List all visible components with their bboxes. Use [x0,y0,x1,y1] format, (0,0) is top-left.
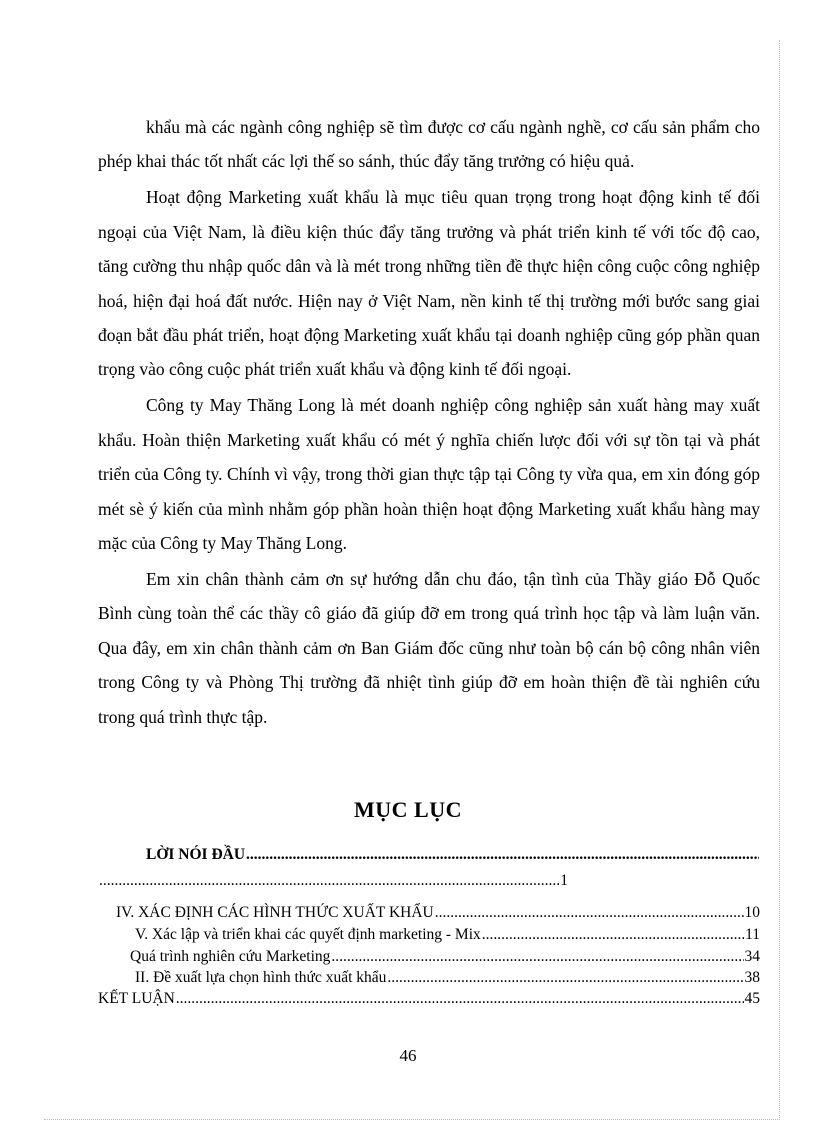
toc-intro-label: LỜI NÓI ĐẦU [146,846,246,863]
toc-dot-leader [176,990,744,1008]
paragraph-4: Em xin chân thành cảm ơn sự hướng dẫn chu đáo, tận tình của Thầy giáo Đỗ Quốc Bình cùng toàn thể các thầy cô giáo đã giúp đỡ em trong quá trình học tập và làm luận văn. Qua đây, em xin chân thành cảm ơn Ban Giám đốc cũng như toàn bộ cán bộ công nhân viên trong Công ty và Phòng Thị trường đã nhiệt tình giúp đỡ em hoàn thiện đề tài nghiên cứu trong quá trình thực tập. [98,569,760,727]
toc-entry[interactable] [135,969,760,987]
page-number: 46 [399,1046,417,1065]
toc-entry-page: 45 [744,990,760,1007]
toc-intro-page: 1 [560,872,568,889]
toc-entry-label: IV. XÁC ĐỊNH CÁC HÌNH THỨC XUẤT KHẨU [116,904,434,921]
paragraph-1: khẩu mà các ngành công nghiệp sẽ tìm được cơ cấu ngành nghề, cơ cấu sản phẩm cho phép khai thác tốt nhất các lợi thế so sánh, thúc đẩy tăng trưởng có hiệu quả. [98,117,760,172]
toc-dot-leader [246,846,759,864]
toc-entry-page: 38 [744,969,760,986]
toc-entry-label: KẾT LUẬN [98,990,175,1007]
toc-entry-page: 10 [744,904,760,921]
toc-intro-row[interactable] [146,846,760,864]
toc-entry-label: V. Xác lập và triển khai các quyết định marketing - Mix [135,926,481,943]
paragraph-2: Hoạt động Marketing xuất khẩu là mục tiêu quan trọng trong hoạt động kinh tế đối ngoại của Việt Nam, là điều kiện thúc đẩy tăng trưởng và phát triển kinh tế với tốc độ cao, tăng cường thu nhập quốc dân và là mét trong những tiền đề thực hiện công cuộc công nghiệp hoá, hiện đại hoá đất nước. Hiện nay ở Việt Nam, nền kinh tế thị trường mới bước sang giai đoạn bắt đầu phát triển, hoạt động Marketing xuất khẩu tại doanh nghiệp cũng góp phần quan trọng vào công cuộc phát triển xuất khẩu và động kinh tế đối ngoại. [98,187,760,380]
toc-entry[interactable] [135,926,760,944]
toc-dot-leader [435,904,744,922]
paragraph-3: Công ty May Thăng Long là mét doanh nghiệp công nghiệp sản xuất hàng may xuất khẩu. Hoàn thiện Marketing xuất khẩu có mét ý nghĩa chiến lược đối với sự tồn tại và phát triển của Công ty. Chính vì vậy, trong thời gian thực tập tại Công ty vừa qua, em xin đóng góp mét sè ý kiến của mình nhằm góp phần hoàn thiện hoạt động Marketing xuất khẩu hàng may mặc của Công ty May Thăng Long. [98,395,760,554]
toc-dot-leader [331,948,743,966]
body-text [98,110,760,736]
toc-entry-label: Quá trình nghiên cứu Marketing [130,948,331,965]
toc-entry[interactable] [130,948,760,966]
toc-intro-row-continued[interactable] [98,872,568,890]
toc-dot-leader [99,872,559,890]
toc-dot-leader [482,926,744,944]
toc-entry[interactable] [116,904,760,922]
toc-dot-leader [387,969,743,987]
toc-entry-page: 11 [745,926,760,943]
toc-entry-label: II. Đề xuất lựa chọn hình thức xuất khẩu [135,969,387,986]
toc-entry-page: 34 [744,948,760,965]
toc-title: MỤC LỤC [354,797,462,822]
toc-entry[interactable] [98,990,760,1008]
